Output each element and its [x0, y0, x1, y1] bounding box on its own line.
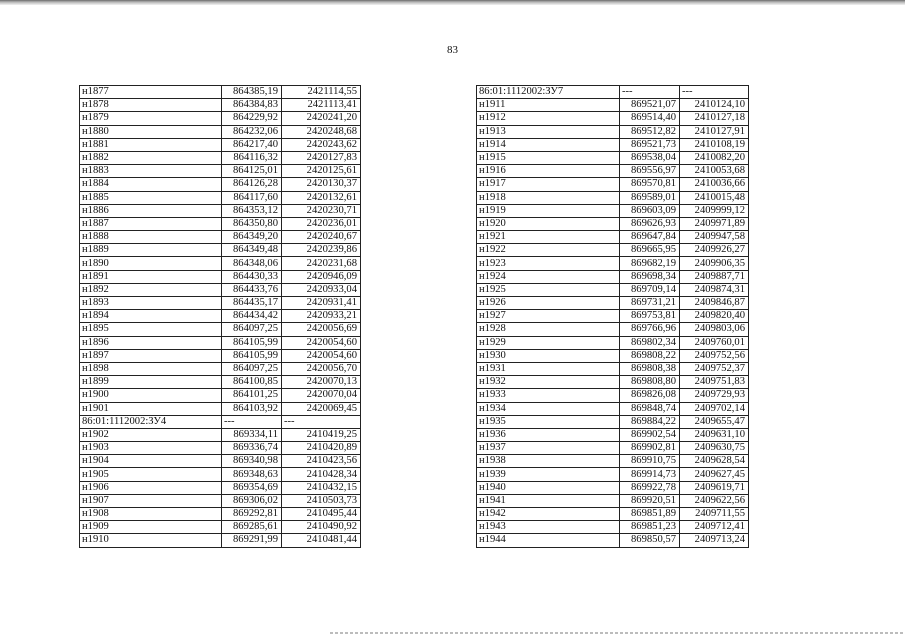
scan-edge-bottom — [330, 632, 905, 634]
y-coordinate-cell: 2409820,40 — [680, 310, 749, 323]
table-row — [477, 270, 749, 283]
x-coordinate-cell: 864350,80 — [222, 217, 282, 230]
table-row — [80, 455, 361, 468]
point-id-cell: н1937 — [477, 442, 620, 455]
table-row — [477, 389, 749, 402]
y-coordinate-cell: 2421114,55 — [282, 86, 361, 99]
y-coordinate-cell: 2410419,25 — [282, 428, 361, 441]
y-coordinate-cell: 2420054,60 — [282, 349, 361, 362]
point-id-cell: н1914 — [477, 138, 620, 151]
x-coordinate-cell: 864105,99 — [222, 336, 282, 349]
point-id-cell: н1933 — [477, 389, 620, 402]
x-coordinate-cell: 869521,73 — [620, 138, 680, 151]
y-coordinate-cell: 2420240,67 — [282, 231, 361, 244]
x-coordinate-cell: 869920,51 — [620, 494, 680, 507]
y-coordinate-cell: 2409622,56 — [680, 494, 749, 507]
y-coordinate-cell: 2420125,61 — [282, 165, 361, 178]
point-id-cell: н1939 — [477, 468, 620, 481]
table-row — [80, 362, 361, 375]
y-coordinate-cell: 2410036,66 — [680, 178, 749, 191]
point-id-cell: н1905 — [80, 468, 222, 481]
y-coordinate-cell: 2410428,34 — [282, 468, 361, 481]
x-coordinate-cell: 864433,76 — [222, 283, 282, 296]
y-coordinate-cell: 2409760,01 — [680, 336, 749, 349]
y-coordinate-cell: 2409803,06 — [680, 323, 749, 336]
y-coordinate-cell: 2410108,19 — [680, 138, 749, 151]
point-id-cell: н1899 — [80, 376, 222, 389]
y-coordinate-cell: 2410015,48 — [680, 191, 749, 204]
x-coordinate-cell: 864385,19 — [222, 86, 282, 99]
table-row — [477, 310, 749, 323]
y-coordinate-cell: 2410432,15 — [282, 481, 361, 494]
scan-edge-top — [0, 0, 905, 5]
table-row — [477, 508, 749, 521]
table-row — [477, 455, 749, 468]
table-row — [477, 521, 749, 534]
table-row — [477, 244, 749, 257]
table-row — [477, 178, 749, 191]
table-row — [477, 494, 749, 507]
x-coordinate-cell: 864348,06 — [222, 257, 282, 270]
table-row — [80, 481, 361, 494]
table-row — [80, 99, 361, 112]
coordinates-table-right — [476, 85, 749, 548]
x-coordinate-cell: 869334,11 — [222, 428, 282, 441]
table-row — [477, 323, 749, 336]
point-id-cell: н1938 — [477, 455, 620, 468]
y-coordinate-cell: 2409729,93 — [680, 389, 749, 402]
x-coordinate-cell: 869570,81 — [620, 178, 680, 191]
y-coordinate-cell: 2409627,45 — [680, 468, 749, 481]
table-row — [80, 231, 361, 244]
table-row — [80, 376, 361, 389]
point-id-cell: н1944 — [477, 534, 620, 547]
point-id-cell: н1936 — [477, 428, 620, 441]
x-coordinate-cell: 869285,61 — [222, 521, 282, 534]
x-coordinate-cell: 864384,83 — [222, 99, 282, 112]
x-coordinate-cell: --- — [222, 415, 282, 428]
table-row — [80, 151, 361, 164]
point-id-cell: н1924 — [477, 270, 620, 283]
point-id-cell: н1928 — [477, 323, 620, 336]
table-row — [80, 138, 361, 151]
table-row — [477, 217, 749, 230]
y-coordinate-cell: 2410124,10 — [680, 99, 749, 112]
x-coordinate-cell: 869626,93 — [620, 217, 680, 230]
x-coordinate-cell: 864434,42 — [222, 310, 282, 323]
x-coordinate-cell: 864430,33 — [222, 270, 282, 283]
y-coordinate-cell: 2420241,20 — [282, 112, 361, 125]
x-coordinate-cell: 864125,01 — [222, 165, 282, 178]
y-coordinate-cell: 2420931,41 — [282, 297, 361, 310]
point-id-cell: н1922 — [477, 244, 620, 257]
x-coordinate-cell: 869340,98 — [222, 455, 282, 468]
point-id-cell: н1889 — [80, 244, 222, 257]
table-row — [477, 336, 749, 349]
table-row — [80, 283, 361, 296]
y-coordinate-cell: 2410503,73 — [282, 494, 361, 507]
y-coordinate-cell: 2420054,60 — [282, 336, 361, 349]
y-coordinate-cell: 2420933,21 — [282, 310, 361, 323]
x-coordinate-cell: 869647,84 — [620, 231, 680, 244]
y-coordinate-cell: 2409712,41 — [680, 521, 749, 534]
table-row — [477, 376, 749, 389]
table-row — [80, 178, 361, 191]
table-row — [80, 191, 361, 204]
point-id-cell: н1925 — [477, 283, 620, 296]
x-coordinate-cell: 864097,25 — [222, 362, 282, 375]
table-row — [80, 534, 361, 547]
table-row — [477, 257, 749, 270]
table-row — [477, 191, 749, 204]
point-id-cell: н1931 — [477, 362, 620, 375]
x-coordinate-cell: 869709,14 — [620, 283, 680, 296]
y-coordinate-cell: 2420127,83 — [282, 151, 361, 164]
table-row — [80, 468, 361, 481]
table-row — [80, 415, 361, 428]
y-coordinate-cell: 2420056,69 — [282, 323, 361, 336]
point-id-cell: н1908 — [80, 508, 222, 521]
y-coordinate-cell: 2409926,27 — [680, 244, 749, 257]
y-coordinate-cell: 2409887,71 — [680, 270, 749, 283]
point-id-cell: н1898 — [80, 362, 222, 375]
y-coordinate-cell: 2421113,41 — [282, 99, 361, 112]
point-id-cell: н1882 — [80, 151, 222, 164]
table-row — [477, 138, 749, 151]
x-coordinate-cell: 869348,63 — [222, 468, 282, 481]
x-coordinate-cell: 864117,60 — [222, 191, 282, 204]
y-coordinate-cell: 2420070,04 — [282, 389, 361, 402]
point-id-cell: н1886 — [80, 204, 222, 217]
x-coordinate-cell: 869665,95 — [620, 244, 680, 257]
x-coordinate-cell: 869802,34 — [620, 336, 680, 349]
x-coordinate-cell: 864232,06 — [222, 125, 282, 138]
table-row — [477, 297, 749, 310]
x-coordinate-cell: 869514,40 — [620, 112, 680, 125]
y-coordinate-cell: 2409631,10 — [680, 428, 749, 441]
point-id-cell: н1915 — [477, 151, 620, 164]
point-id-cell: н1884 — [80, 178, 222, 191]
point-id-cell: н1916 — [477, 165, 620, 178]
point-id-cell: н1932 — [477, 376, 620, 389]
table-row — [80, 389, 361, 402]
point-id-cell: н1878 — [80, 99, 222, 112]
x-coordinate-cell: 864103,92 — [222, 402, 282, 415]
x-coordinate-cell: 864349,20 — [222, 231, 282, 244]
x-coordinate-cell: 869826,08 — [620, 389, 680, 402]
x-coordinate-cell: 869902,54 — [620, 428, 680, 441]
y-coordinate-cell: 2410127,18 — [680, 112, 749, 125]
table-row — [477, 468, 749, 481]
x-coordinate-cell: 869682,19 — [620, 257, 680, 270]
y-coordinate-cell: 2410490,92 — [282, 521, 361, 534]
y-coordinate-cell: 2420070,13 — [282, 376, 361, 389]
x-coordinate-cell: 869851,23 — [620, 521, 680, 534]
x-coordinate-cell: 864349,48 — [222, 244, 282, 257]
y-coordinate-cell: 2410127,91 — [680, 125, 749, 138]
point-id-cell: н1921 — [477, 231, 620, 244]
x-coordinate-cell: --- — [620, 86, 680, 99]
x-coordinate-cell: 869753,81 — [620, 310, 680, 323]
point-id-cell: н1942 — [477, 508, 620, 521]
point-id-cell: н1920 — [477, 217, 620, 230]
point-id-cell: н1902 — [80, 428, 222, 441]
x-coordinate-cell: 869910,75 — [620, 455, 680, 468]
point-id-cell: н1935 — [477, 415, 620, 428]
table-row — [80, 494, 361, 507]
x-coordinate-cell: 869848,74 — [620, 402, 680, 415]
y-coordinate-cell: 2409999,12 — [680, 204, 749, 217]
y-coordinate-cell: --- — [680, 86, 749, 99]
x-coordinate-cell: 869731,21 — [620, 297, 680, 310]
point-id-cell: н1912 — [477, 112, 620, 125]
x-coordinate-cell: 869292,81 — [222, 508, 282, 521]
x-coordinate-cell: 869922,78 — [620, 481, 680, 494]
y-coordinate-cell: 2409711,55 — [680, 508, 749, 521]
y-coordinate-cell: 2410082,20 — [680, 151, 749, 164]
y-coordinate-cell: 2410481,44 — [282, 534, 361, 547]
point-id-cell: н1917 — [477, 178, 620, 191]
y-coordinate-cell: 2409752,56 — [680, 349, 749, 362]
point-id-cell: н1918 — [477, 191, 620, 204]
x-coordinate-cell: 869538,04 — [620, 151, 680, 164]
point-id-cell: н1877 — [80, 86, 222, 99]
point-id-cell: н1906 — [80, 481, 222, 494]
y-coordinate-cell: --- — [282, 415, 361, 428]
point-id-cell: н1913 — [477, 125, 620, 138]
point-id-cell: 86:01:1112002:ЗУ7 — [477, 86, 620, 99]
x-coordinate-cell: 864229,92 — [222, 112, 282, 125]
y-coordinate-cell: 2420231,68 — [282, 257, 361, 270]
x-coordinate-cell: 869306,02 — [222, 494, 282, 507]
y-coordinate-cell: 2420946,09 — [282, 270, 361, 283]
y-coordinate-cell: 2420230,71 — [282, 204, 361, 217]
x-coordinate-cell: 864353,12 — [222, 204, 282, 217]
y-coordinate-cell: 2409619,71 — [680, 481, 749, 494]
y-coordinate-cell: 2420239,86 — [282, 244, 361, 257]
table-row — [477, 402, 749, 415]
y-coordinate-cell: 2420236,01 — [282, 217, 361, 230]
point-id-cell: н1904 — [80, 455, 222, 468]
table-row — [80, 323, 361, 336]
point-id-cell: н1880 — [80, 125, 222, 138]
x-coordinate-cell: 864116,32 — [222, 151, 282, 164]
table-row — [477, 151, 749, 164]
table-row — [80, 244, 361, 257]
table-row — [477, 362, 749, 375]
y-coordinate-cell: 2420069,45 — [282, 402, 361, 415]
table-row — [477, 481, 749, 494]
x-coordinate-cell: 869808,22 — [620, 349, 680, 362]
point-id-cell: н1941 — [477, 494, 620, 507]
table-row — [477, 86, 749, 99]
table-row — [477, 231, 749, 244]
x-coordinate-cell: 869766,96 — [620, 323, 680, 336]
y-coordinate-cell: 2410495,44 — [282, 508, 361, 521]
y-coordinate-cell: 2409874,31 — [680, 283, 749, 296]
table-row — [80, 217, 361, 230]
x-coordinate-cell: 869589,01 — [620, 191, 680, 204]
x-coordinate-cell: 864100,85 — [222, 376, 282, 389]
x-coordinate-cell: 869884,22 — [620, 415, 680, 428]
table-row — [80, 297, 361, 310]
table-row — [477, 165, 749, 178]
point-id-cell: н1907 — [80, 494, 222, 507]
point-id-cell: н1890 — [80, 257, 222, 270]
point-id-cell: н1940 — [477, 481, 620, 494]
y-coordinate-cell: 2409906,35 — [680, 257, 749, 270]
x-coordinate-cell: 869914,73 — [620, 468, 680, 481]
point-id-cell: н1927 — [477, 310, 620, 323]
table-row — [80, 112, 361, 125]
x-coordinate-cell: 869521,07 — [620, 99, 680, 112]
point-id-cell: н1900 — [80, 389, 222, 402]
table-row — [80, 125, 361, 138]
y-coordinate-cell: 2409628,54 — [680, 455, 749, 468]
point-id-cell: н1887 — [80, 217, 222, 230]
x-coordinate-cell: 869808,80 — [620, 376, 680, 389]
x-coordinate-cell: 864435,17 — [222, 297, 282, 310]
y-coordinate-cell: 2410420,89 — [282, 442, 361, 455]
y-coordinate-cell: 2410423,56 — [282, 455, 361, 468]
table-row — [80, 204, 361, 217]
coordinates-table-left — [79, 85, 361, 548]
point-id-cell: н1883 — [80, 165, 222, 178]
point-id-cell: н1910 — [80, 534, 222, 547]
y-coordinate-cell: 2420248,68 — [282, 125, 361, 138]
y-coordinate-cell: 2409971,89 — [680, 217, 749, 230]
point-id-cell: н1934 — [477, 402, 620, 415]
table-row — [80, 86, 361, 99]
y-coordinate-cell: 2409713,24 — [680, 534, 749, 547]
x-coordinate-cell: 869336,74 — [222, 442, 282, 455]
y-coordinate-cell: 2420056,70 — [282, 362, 361, 375]
x-coordinate-cell: 869851,89 — [620, 508, 680, 521]
table-row — [80, 442, 361, 455]
y-coordinate-cell: 2409947,58 — [680, 231, 749, 244]
point-id-cell: н1901 — [80, 402, 222, 415]
table-row — [477, 534, 749, 547]
x-coordinate-cell: 869808,38 — [620, 362, 680, 375]
point-id-cell: н1896 — [80, 336, 222, 349]
point-id-cell: н1897 — [80, 349, 222, 362]
table-row — [477, 428, 749, 441]
point-id-cell: н1893 — [80, 297, 222, 310]
y-coordinate-cell: 2409846,87 — [680, 297, 749, 310]
table-row — [80, 349, 361, 362]
x-coordinate-cell: 869850,57 — [620, 534, 680, 547]
x-coordinate-cell: 869512,82 — [620, 125, 680, 138]
x-coordinate-cell: 869698,34 — [620, 270, 680, 283]
y-coordinate-cell: 2409702,14 — [680, 402, 749, 415]
y-coordinate-cell: 2409655,47 — [680, 415, 749, 428]
table-row — [477, 204, 749, 217]
point-id-cell: н1892 — [80, 283, 222, 296]
point-id-cell: н1895 — [80, 323, 222, 336]
point-id-cell: н1881 — [80, 138, 222, 151]
table-row — [80, 508, 361, 521]
table-row — [80, 428, 361, 441]
point-id-cell: н1888 — [80, 231, 222, 244]
x-coordinate-cell: 869291,99 — [222, 534, 282, 547]
point-id-cell: н1894 — [80, 310, 222, 323]
x-coordinate-cell: 869603,09 — [620, 204, 680, 217]
point-id-cell: н1943 — [477, 521, 620, 534]
y-coordinate-cell: 2420132,61 — [282, 191, 361, 204]
x-coordinate-cell: 864126,28 — [222, 178, 282, 191]
point-id-cell: н1879 — [80, 112, 222, 125]
y-coordinate-cell: 2409630,75 — [680, 442, 749, 455]
point-id-cell: 86:01:1112002:ЗУ4 — [80, 415, 222, 428]
table-row — [477, 283, 749, 296]
page-number: 83 — [447, 44, 458, 56]
table-row — [80, 521, 361, 534]
y-coordinate-cell: 2409751,83 — [680, 376, 749, 389]
table-row — [477, 125, 749, 138]
table-row — [477, 349, 749, 362]
point-id-cell: н1923 — [477, 257, 620, 270]
table-row — [477, 99, 749, 112]
y-coordinate-cell: 2410053,68 — [680, 165, 749, 178]
x-coordinate-cell: 864097,25 — [222, 323, 282, 336]
point-id-cell: н1930 — [477, 349, 620, 362]
x-coordinate-cell: 864101,25 — [222, 389, 282, 402]
point-id-cell: н1909 — [80, 521, 222, 534]
point-id-cell: н1903 — [80, 442, 222, 455]
point-id-cell: н1891 — [80, 270, 222, 283]
table-row — [80, 257, 361, 270]
table-row — [477, 442, 749, 455]
point-id-cell: н1926 — [477, 297, 620, 310]
table-row — [477, 112, 749, 125]
x-coordinate-cell: 864105,99 — [222, 349, 282, 362]
point-id-cell: н1885 — [80, 191, 222, 204]
y-coordinate-cell: 2420130,37 — [282, 178, 361, 191]
x-coordinate-cell: 869556,97 — [620, 165, 680, 178]
table-row — [477, 415, 749, 428]
y-coordinate-cell: 2420933,04 — [282, 283, 361, 296]
table-row — [80, 402, 361, 415]
y-coordinate-cell: 2420243,62 — [282, 138, 361, 151]
table-row — [80, 165, 361, 178]
y-coordinate-cell: 2409752,37 — [680, 362, 749, 375]
table-row — [80, 310, 361, 323]
x-coordinate-cell: 869902,81 — [620, 442, 680, 455]
x-coordinate-cell: 869354,69 — [222, 481, 282, 494]
point-id-cell: н1911 — [477, 99, 620, 112]
point-id-cell: н1929 — [477, 336, 620, 349]
table-row — [80, 270, 361, 283]
x-coordinate-cell: 864217,40 — [222, 138, 282, 151]
point-id-cell: н1919 — [477, 204, 620, 217]
table-row — [80, 336, 361, 349]
